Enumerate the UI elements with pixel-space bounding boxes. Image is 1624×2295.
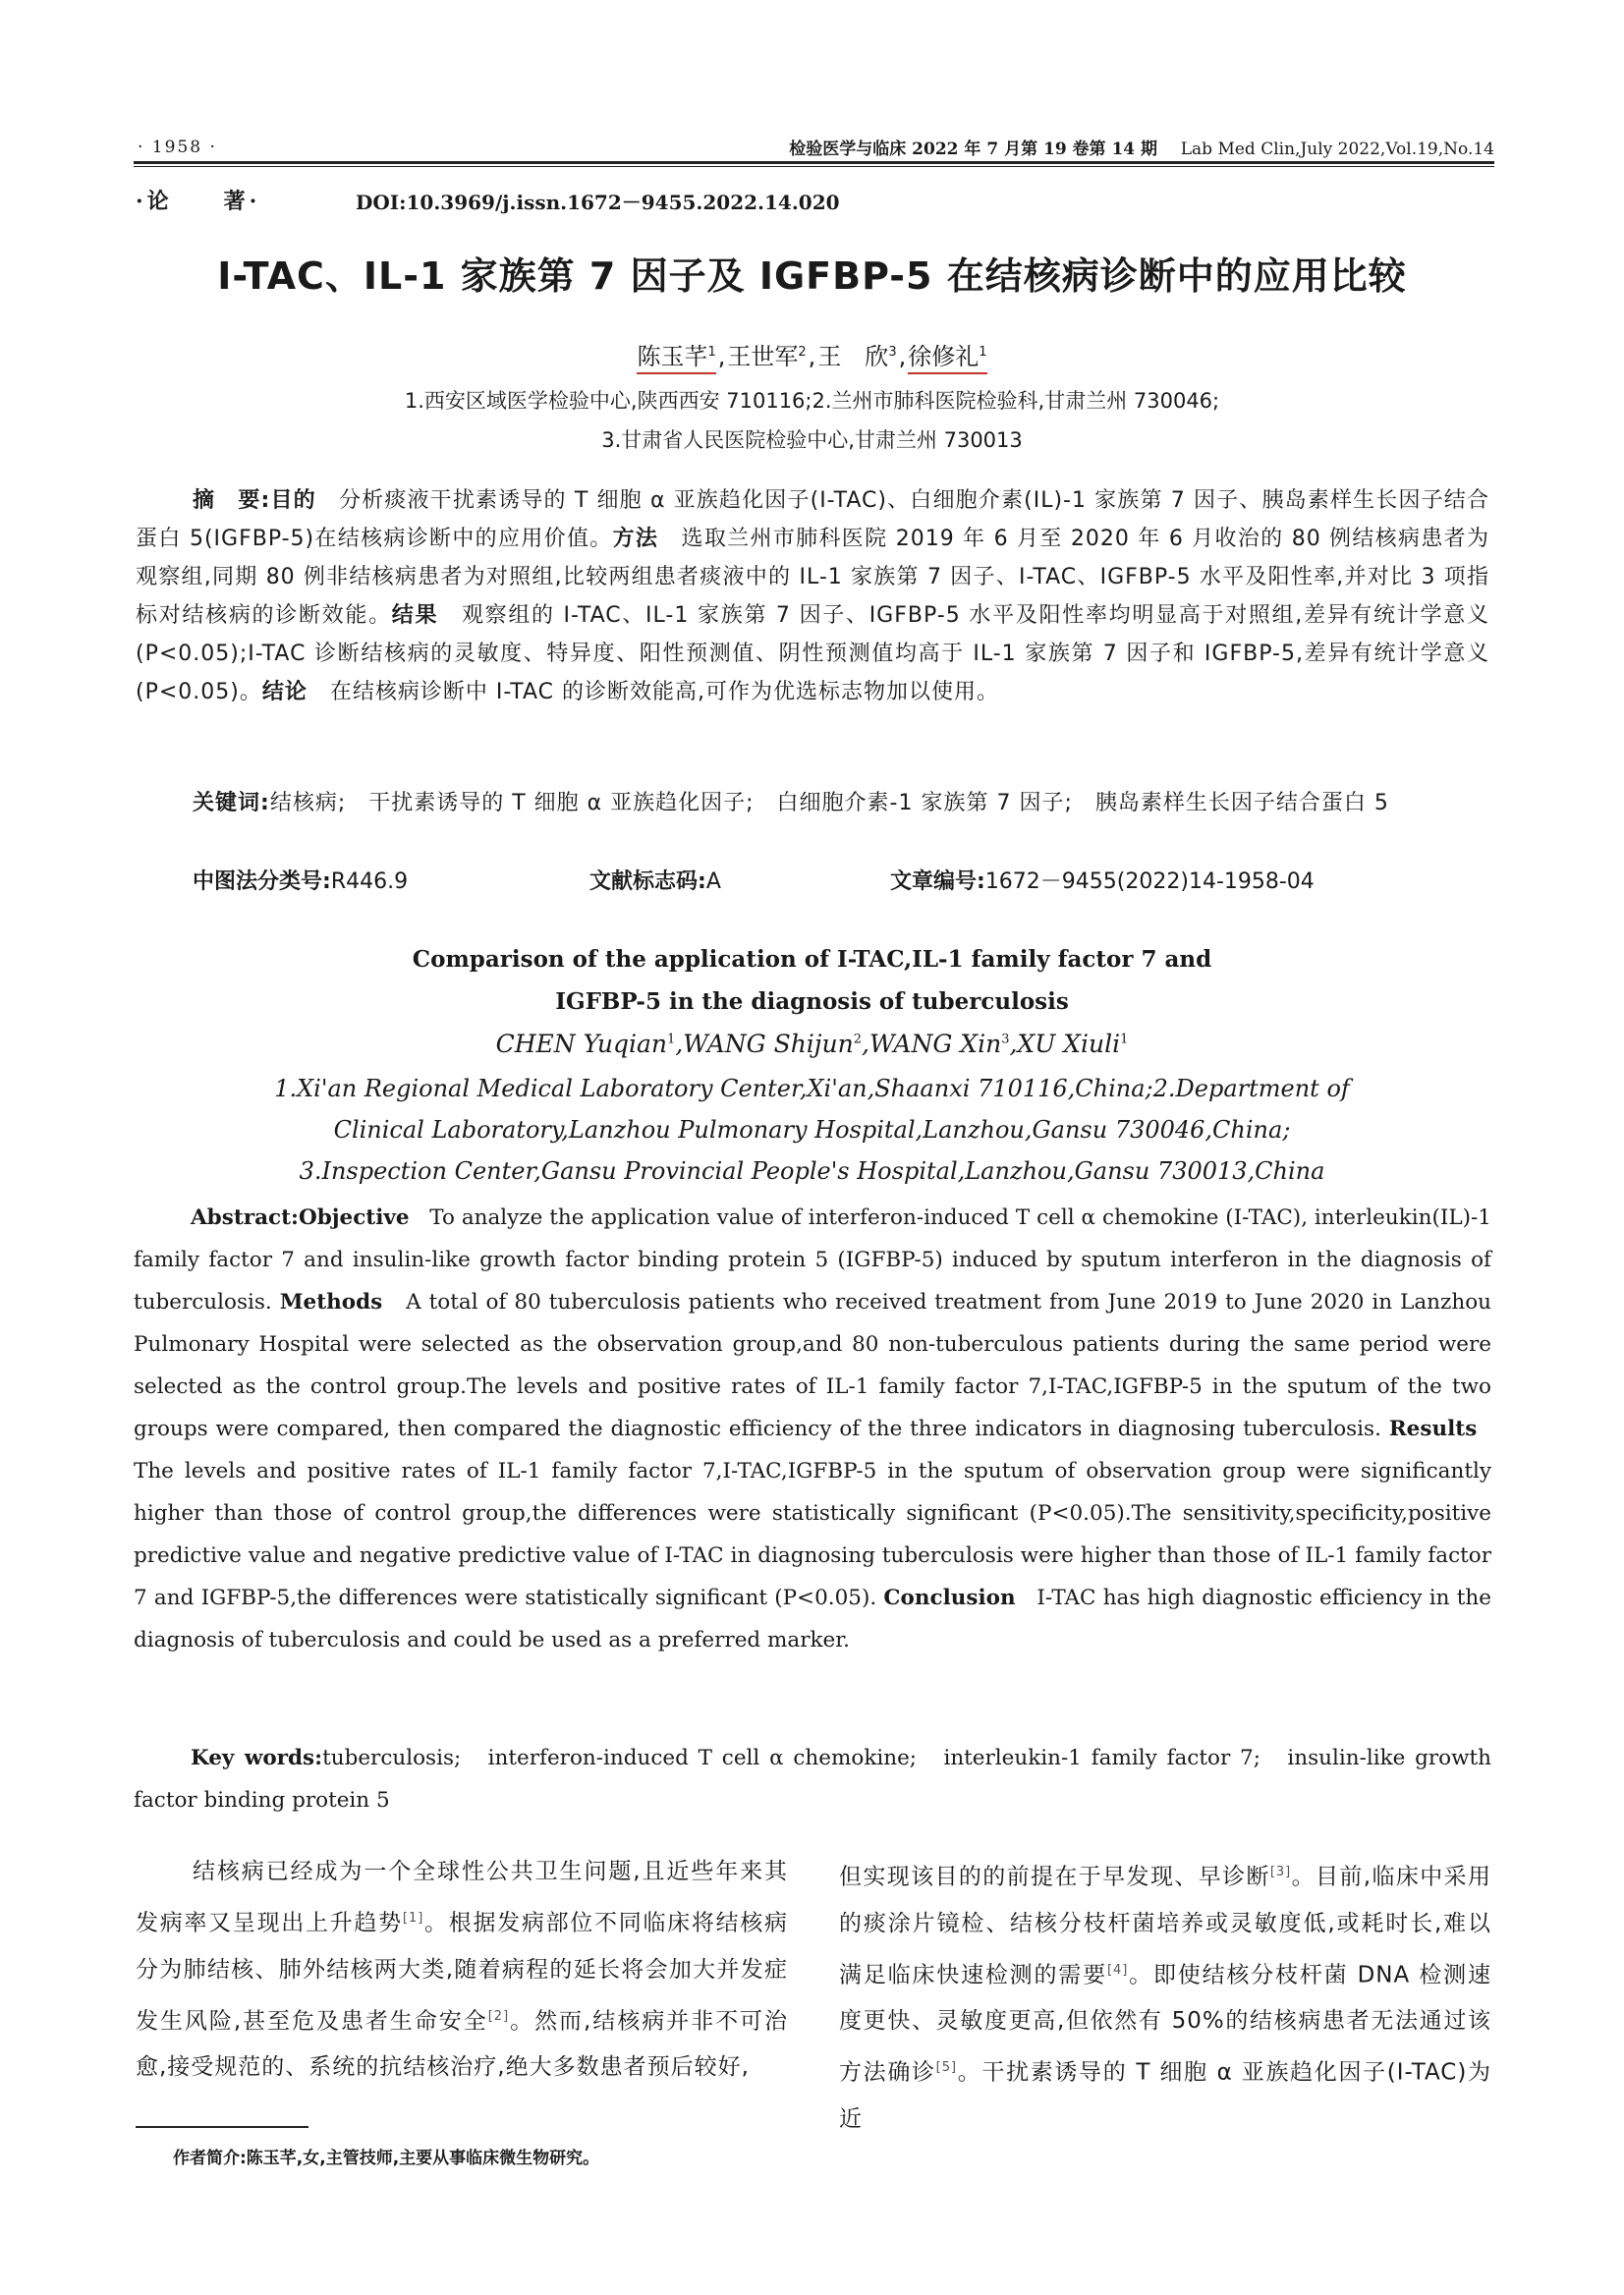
article-number: 文章编号:1672－9455(2022)14-1958-04 bbox=[890, 869, 1315, 894]
keywords-en: Key words:tuberculosis; interferon-induced T cell α chemokine; interleukin-1 family factor 7; insulin-like growth factor binding protein 5 bbox=[134, 1746, 1491, 1813]
doi: DOI:10.3969/j.issn.1672－9455.2022.14.020 bbox=[356, 191, 840, 214]
author-en-2[interactable]: WANG Shijun$^2$ bbox=[683, 1030, 863, 1058]
abstract-en: Abstract:Objective To analyze the application value of interferon-induced T cell α chemokine (I-TAC), interleukin(IL)-1 family factor 7 and insulin-like growth factor binding protein 5 (IGFBP-5) induced by sputum interferon in the diagnosis of tuberculosis. Methods A total of 80 tuberculosis patients who received treatment from June 2019 to June 2020 in Lanzhou Pulmonary Hospital were selected as the observation group,and 80 non-tuberculous patients during the same period were selected as the control group.The levels and positive rates of IL-1 family factor 7,I-TAC,IGFBP-5 in the sputum of the two groups were compared, then compared the diagnostic efficiency of the three indicators in diagnosing tuberculosis. Results The levels and positive rates of IL-1 family factor 7,I-TAC,IGFBP-5 in the sputum of observation group were significantly higher than those of control group,the differences were statistically significant (P<0.05).The sensitivity,specificity,positive predictive value and negative predictive value of I-TAC in diagnosing tuberculosis were higher than those of IL-1 family factor 7 and IGFBP-5,the differences were statistically significant (P<0.05). Conclusion I-TAC has high diagnostic efficiency in the diagnosis of tuberculosis and could be used as a preferred marker. bbox=[134, 1205, 1491, 1652]
keywords-cn: 关键词:结核病; 干扰素诱导的 T 细胞 α 亚族趋化因子; 白细胞介素-1 家族第 7 因子; 胰岛素样生长因子结合蛋白 5 bbox=[193, 791, 1389, 815]
journal-running-head bbox=[789, 135, 1494, 159]
affiliation-en-line-3: 3.Inspection Center,Gansu Provincial People's Hospital,Lanzhou,Gansu 730013,China bbox=[299, 1157, 1325, 1185]
title-en-line-2: IGFBP-5 in the diagnosis of tuberculosis bbox=[555, 988, 1069, 1015]
citation-4[interactable]: [4] bbox=[1106, 1962, 1129, 1978]
citation-1[interactable]: [1] bbox=[402, 1911, 424, 1926]
author-cn-4[interactable]: 徐修礼$^1$ bbox=[908, 343, 986, 374]
affiliation-en-line-2: Clinical Laboratory,Lanzhou Pulmonary Hospital,Lanzhou,Gansu 730046,China; bbox=[333, 1116, 1291, 1144]
affiliation-cn-line-1: 1.西安区域医学检验中心,陕西西安 710116;2.兰州市肺科医院检验科,甘肃兰州 730046; bbox=[404, 389, 1220, 413]
author-footnote: 作者简介:陈玉芊,女,主管技师,主要从事临床微生物研究。 bbox=[173, 2149, 600, 2168]
author-cn-1[interactable]: 陈玉芊$^1$ bbox=[637, 343, 715, 374]
affiliation-cn-line-2: 3.甘肃省人民医院检验中心,甘肃兰州 730013 bbox=[601, 428, 1023, 452]
article-type: ·论 著· bbox=[136, 189, 261, 214]
authors-cn: 陈玉芊$^1$,王世军$^2$,王 欣$^3$,徐修礼$^1$ bbox=[0, 337, 1624, 371]
journal-name-en: Lab Med Clin,July 2022,Vol.19,No.14 bbox=[1180, 140, 1494, 159]
author-cn-2[interactable]: 王世军$^2$ bbox=[727, 343, 807, 370]
citation-2[interactable]: [2] bbox=[487, 2008, 510, 2024]
document-code: 文献标志码:A bbox=[589, 869, 721, 894]
abstract-cn: 摘 要:目的 分析痰液干扰素诱导的 T 细胞 α 亚族趋化因子(I-TAC)、白细胞介素(IL)-1 家族第 7 因子、胰岛素样生长因子结合蛋白 5(IGFBP-5)在结核病诊断中的应用价值。方法 选取兰州市肺科医院 2019 年 6 月至 2020 年 6 月收治的 80 例结核病患者为观察组,同期 80 例非结核病患者为对照组,比较两组患者痰液中的 IL-1 家族第 7 因子、I-TAC、IGFBP-5 水平及阳性率,并对比 3 项指标对结核病的诊断效能。结果 观察组的 I-TAC、IL-1 家族第 7 因子、IGFBP-5 水平及阳性率均明显高于对照组,差异有统计学意义(P<0.05);I-TAC 诊断结核病的灵敏度、特异度、阳性预测值、阴性预测值均高于 IL-1 家族第 7 因子和 IGFBP-5,差异有统计学意义(P<0.05)。结论 在结核病诊断中 I-TAC 的诊断效能高,可作为优选标志物加以使用。 bbox=[136, 488, 1489, 704]
page-number: · 1958 · bbox=[138, 138, 217, 157]
author-cn-3[interactable]: 王 欣$^3$ bbox=[817, 343, 897, 370]
affiliation-en-line-1: 1.Xi'an Regional Medical Laboratory Center,Xi'an,Shaanxi 710116,China;2.Department of bbox=[274, 1075, 1350, 1102]
journal-name-cn: 检验医学与临床 2022 年 7 月第 19 卷第 14 期 bbox=[789, 140, 1158, 159]
author-en-3[interactable]: WANG Xin$^3$ bbox=[868, 1030, 1010, 1058]
citation-3[interactable]: [3] bbox=[1269, 1865, 1292, 1879]
clc-number: 中图法分类号:R446.9 bbox=[193, 869, 409, 894]
header-rule bbox=[134, 161, 1494, 164]
footnote-rule bbox=[136, 2126, 308, 2128]
citation-5[interactable]: [5] bbox=[935, 2060, 958, 2076]
body-column-right: 但实现该目的的前提在于早发现、早诊断[3]。目前,临床中采用的痰涂片镜检、结核分枝杆菌培养或灵敏度低,或耗时长,难以满足临床快速检测的需要[4]。即使结核分枝杆菌 DNA 检测速度更快、灵敏度更高,但依然有 50%的结核病患者无法通过该方法确诊[5]。干扰素诱导的 T 细胞 α 亚族趋化因子(I-TAC)为近 bbox=[839, 1864, 1492, 2132]
authors-en: CHEN Yuqian$^1$,WANG Shijun$^2$,WANG Xin$^3$,XU Xiuli$^1$ bbox=[495, 1030, 1129, 1058]
title-en-line-1: Comparison of the application of I-TAC,IL-1 family factor 7 and bbox=[412, 946, 1212, 973]
header-rule-thin bbox=[134, 166, 1494, 167]
title-cn: I-TAC、IL-1 家族第 7 因子及 IGFBP-5 在结核病诊断中的应用比较 bbox=[217, 254, 1407, 298]
body-column-left: 结核病已经成为一个全球性公共卫生问题,且近些年来其发病率又呈现出上升趋势[1]。根据发病部位不同临床将结核病分为肺结核、肺外结核两大类,随着病程的延长将会加大并发症发生风险,甚至危及患者生命安全[2]。然而,结核病并非不可治愈,接受规范的、系统的抗结核治疗,绝大多数患者预后较好, bbox=[136, 1859, 789, 2081]
author-en-4[interactable]: XU Xiuli$^1$ bbox=[1017, 1030, 1129, 1058]
classification-row bbox=[193, 865, 1470, 895]
author-en-1[interactable]: CHEN Yuqian$^1$ bbox=[495, 1030, 676, 1058]
